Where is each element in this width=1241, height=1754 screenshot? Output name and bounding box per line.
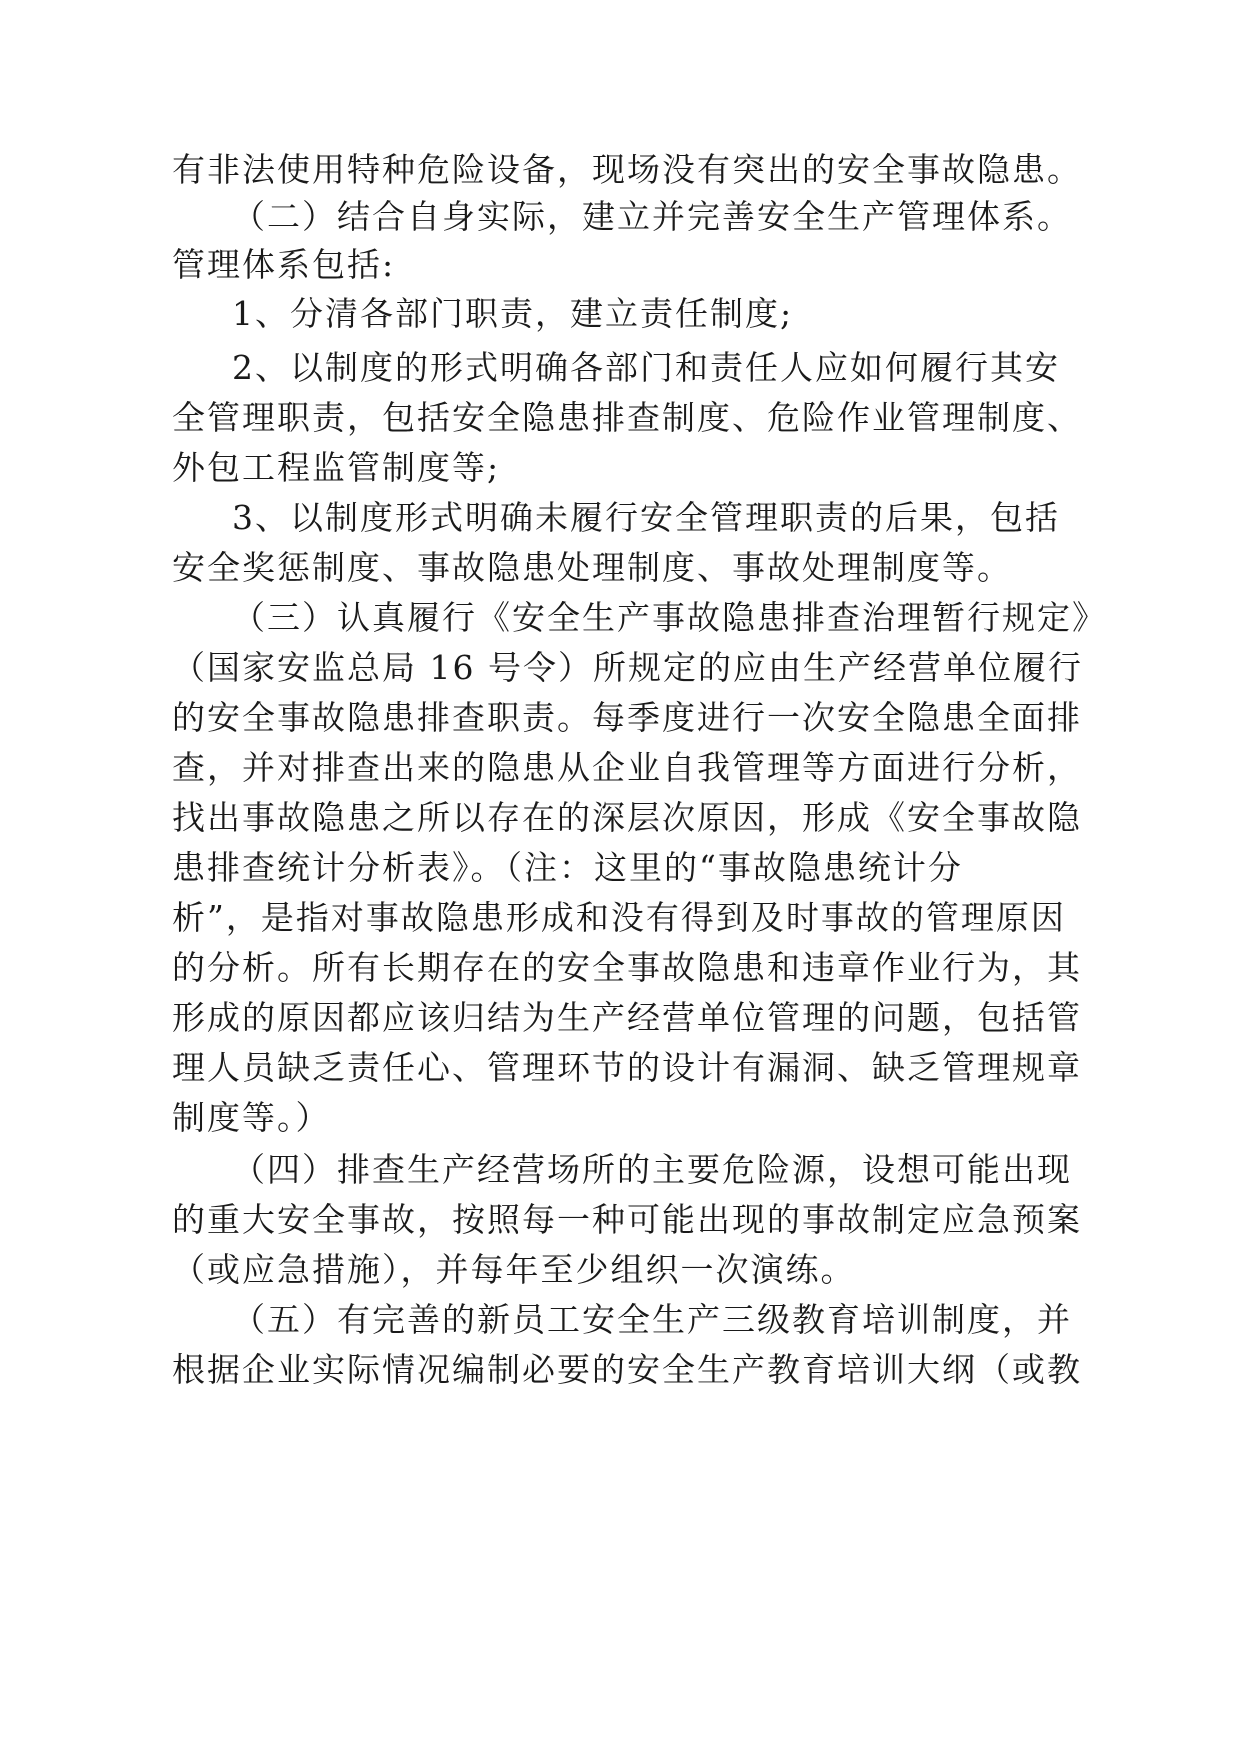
- text-line: 根据企业实际情况编制必要的安全生产教育培训大纲（或教: [172, 1350, 1082, 1389]
- list-item: 1、分清各部门职责，建立责任制度;: [232, 294, 794, 333]
- section-heading: （三）认真履行《安全生产事故隐患排查治理暂行规定》: [232, 598, 1107, 637]
- text-line: （国家安监总局 16 号令）所规定的应由生产经营单位履行: [172, 648, 1083, 687]
- text-line: 制度等。）: [172, 1098, 331, 1137]
- text-line: 外包工程监管制度等;: [172, 448, 501, 487]
- text-line: 找出事故隐患之所以存在的深层次原因，形成《安全事故隐: [172, 798, 1082, 837]
- text-line: 查，并对排查出来的隐患从企业自我管理等方面进行分析，: [172, 748, 1082, 787]
- text-line: 有非法使用特种危险设备，现场没有突出的安全事故隐患。: [172, 150, 1082, 189]
- list-item: 3、以制度形式明确未履行安全管理职责的后果，包括: [232, 498, 1060, 537]
- text-line: 安全奖惩制度、事故隐患处理制度、事故处理制度等。: [172, 548, 1012, 587]
- text-line: 的重大安全事故，按照每一种可能出现的事故制定应急预案: [172, 1200, 1082, 1239]
- section-heading: （二）结合自身实际，建立并完善安全生产管理体系。: [232, 197, 1072, 236]
- section-heading: （四）排查生产经营场所的主要危险源，设想可能出现: [232, 1150, 1072, 1189]
- text-line: 全管理职责，包括安全隐患排查制度、危险作业管理制度、: [172, 398, 1082, 437]
- text-line: 析”，是指对事故隐患形成和没有得到及时事故的管理原因: [172, 898, 1066, 937]
- section-heading: （五）有完善的新员工安全生产三级教育培训制度，并: [232, 1300, 1072, 1339]
- text-line: 形成的原因都应该归结为生产经营单位管理的问题，包括管: [172, 998, 1082, 1037]
- list-item: 2、以制度的形式明确各部门和责任人应如何履行其安: [232, 348, 1060, 387]
- text-line: 患排查统计分析表》。（注：这里的“事故隐患统计分: [172, 848, 963, 887]
- text-line: （或应急措施），并每年至少组织一次演练。: [172, 1250, 856, 1289]
- text-line: 理人员缺乏责任心、管理环节的设计有漏洞、缺乏管理规章: [172, 1048, 1082, 1087]
- text-line: 管理体系包括:: [172, 245, 396, 284]
- text-line: 的分析。所有长期存在的安全事故隐患和违章作业行为，其: [172, 948, 1082, 987]
- text-line: 的安全事故隐患排查职责。每季度进行一次安全隐患全面排: [172, 698, 1082, 737]
